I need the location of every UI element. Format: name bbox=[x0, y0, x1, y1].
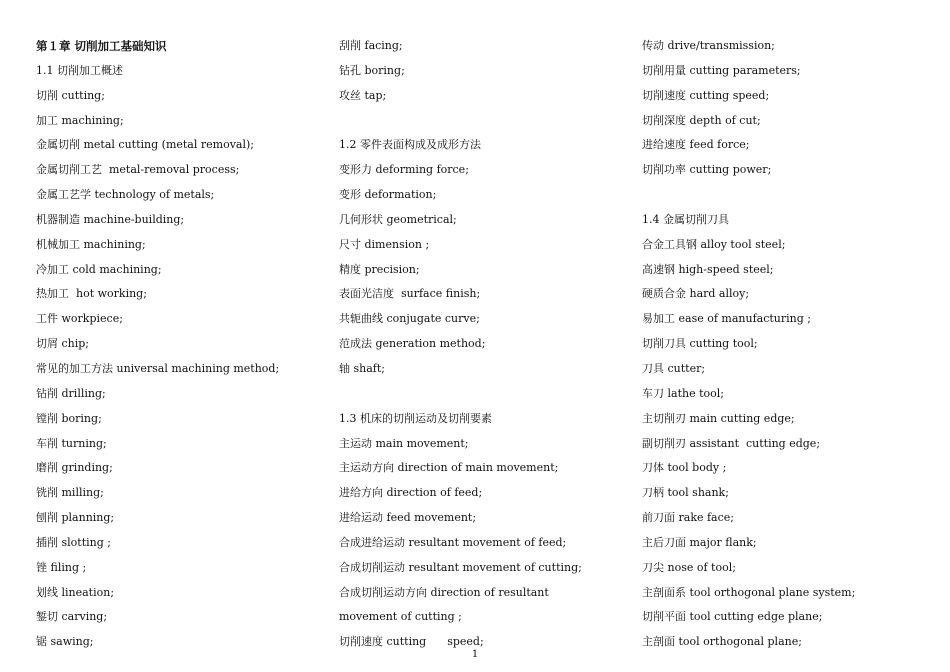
glossary-entry: 主剖面系 tool orthogonal plane system; bbox=[642, 585, 856, 599]
page-number: 1 bbox=[471, 649, 479, 660]
glossary-entry: 插削 slotting ; bbox=[36, 535, 111, 549]
glossary-entry: 合成切削运动方向 direction of resultant bbox=[339, 585, 549, 599]
glossary-entry: 金属切削 metal cutting (metal removal); bbox=[36, 138, 254, 152]
glossary-entry: 易加工 ease of manufacturing ; bbox=[642, 312, 811, 326]
glossary-entry: 机器制造 machine-building; bbox=[36, 212, 185, 226]
glossary-entry: 钻削 drilling; bbox=[36, 386, 106, 400]
glossary-entry: 高速钢 high-speed steel; bbox=[642, 262, 774, 276]
glossary-entry: 锯 sawing; bbox=[36, 635, 94, 649]
glossary-entry: 精度 precision; bbox=[339, 262, 420, 276]
glossary-entry: 切削平面 tool cutting edge plane; bbox=[642, 610, 823, 624]
glossary-entry: 合金工具钢 alloy tool steel; bbox=[642, 237, 786, 251]
glossary-entry: 加工 machining; bbox=[36, 113, 124, 127]
glossary-entry: 刮削 facing; bbox=[339, 39, 403, 52]
glossary-entry: 变形力 deforming force; bbox=[339, 163, 469, 177]
glossary-entry: 主运动 main movement; bbox=[339, 436, 469, 450]
glossary-entry: 切屑 chip; bbox=[36, 337, 90, 351]
glossary-entry: 刨削 planning; bbox=[36, 511, 115, 525]
glossary-entry: 1.3 机床的切削运动及切削要素 bbox=[339, 411, 492, 425]
glossary-entry: 变形 deformation; bbox=[339, 188, 437, 202]
glossary-entry: 共轭曲线 conjugate curve; bbox=[339, 312, 480, 326]
glossary-entry: 1.2 零件表面构成及成形方法 bbox=[339, 138, 481, 152]
glossary-entry: 合成进给运动 resultant movement of feed; bbox=[339, 535, 567, 549]
blank-line bbox=[339, 109, 639, 134]
glossary-entry: 副切削刃 assistant cutting edge; bbox=[642, 436, 821, 450]
chapter-heading: 第１章 切削加工基础知识 bbox=[36, 39, 167, 53]
glossary-entry: 切削刀具 cutting tool; bbox=[642, 337, 758, 351]
glossary-entry: 划线 lineation; bbox=[36, 585, 115, 599]
glossary-entry: 硬质合金 hard alloy; bbox=[642, 287, 750, 301]
glossary-entry: 磨削 grinding; bbox=[36, 461, 113, 475]
glossary-entry: 冷加工 cold machining; bbox=[36, 262, 162, 276]
glossary-entry: 攻丝 tap; bbox=[339, 88, 387, 102]
blank-line bbox=[339, 382, 639, 407]
glossary-entry: 几何形状 geometrical; bbox=[339, 212, 457, 226]
glossary-entry: 切削功率 cutting power; bbox=[642, 163, 772, 177]
glossary-entry: 尺寸 dimension ; bbox=[339, 237, 430, 251]
glossary-entry: 镗削 boring; bbox=[36, 411, 102, 425]
glossary-entry: 进给方向 direction of feed; bbox=[339, 486, 483, 500]
glossary-entry: 切削速度 cutting speed; bbox=[339, 635, 484, 649]
blank-line bbox=[642, 183, 942, 208]
glossary-entry: 进给运动 feed movement; bbox=[339, 511, 477, 525]
glossary-entry: 主后刀面 major flank; bbox=[642, 535, 757, 549]
glossary-entry: 轴 shaft; bbox=[339, 361, 385, 375]
glossary-entry: movement of cutting ; bbox=[339, 610, 462, 624]
glossary-entry: 车削 turning; bbox=[36, 436, 107, 450]
glossary-entry: 主切削刃 main cutting edge; bbox=[642, 411, 795, 425]
glossary-entry: 合成切削运动 resultant movement of cutting; bbox=[339, 560, 582, 574]
glossary-entry: 1.4 金属切削刀具 bbox=[642, 212, 729, 226]
glossary-entry: 切削速度 cutting speed; bbox=[642, 88, 770, 102]
glossary-entry: 钻孔 boring; bbox=[339, 63, 405, 77]
glossary-entry: 范成法 generation method; bbox=[339, 337, 486, 351]
glossary-entry: 锉 filing ; bbox=[36, 560, 87, 574]
glossary-entry: 刀柄 tool shank; bbox=[642, 486, 729, 500]
glossary-entry: 铣削 milling; bbox=[36, 486, 104, 500]
glossary-entry: 进给速度 feed force; bbox=[642, 138, 750, 152]
glossary-column-1 bbox=[36, 34, 336, 655]
glossary-column-2 bbox=[339, 34, 639, 655]
glossary-entry: 1.1 切削加工概述 bbox=[36, 63, 123, 77]
glossary-entry: 车刀 lathe tool; bbox=[642, 386, 724, 400]
glossary-entry: 前刀面 rake face; bbox=[642, 511, 734, 525]
glossary-entry: 切削 cutting; bbox=[36, 88, 105, 102]
glossary-column-3 bbox=[642, 34, 942, 655]
glossary-entry: 主剖面 tool orthogonal plane; bbox=[642, 635, 802, 649]
glossary-entry: 切削用量 cutting parameters; bbox=[642, 63, 801, 77]
glossary-entry: 机械加工 machining; bbox=[36, 237, 146, 251]
glossary-entry: 主运动方向 direction of main movement; bbox=[339, 461, 559, 475]
glossary-entry: 刀体 tool body ; bbox=[642, 461, 727, 475]
glossary-entry: 表面光洁度 surface finish; bbox=[339, 287, 481, 301]
glossary-entry: 金属工艺学 technology of metals; bbox=[36, 188, 215, 202]
glossary-entry: 工件 workpiece; bbox=[36, 312, 123, 326]
glossary-entry: 常见的加工方法 universal machining method; bbox=[36, 361, 280, 375]
glossary-entry: 刀尖 nose of tool; bbox=[642, 560, 736, 574]
glossary-entry: 热加工 hot working; bbox=[36, 287, 147, 301]
glossary-entry: 切削深度 depth of cut; bbox=[642, 113, 761, 127]
glossary-entry: 刀具 cutter; bbox=[642, 361, 706, 375]
glossary-entry: 传动 drive/transmission; bbox=[642, 39, 775, 52]
glossary-entry: 金属切削工艺 metal-removal process; bbox=[36, 163, 240, 177]
glossary-entry: 錾切 carving; bbox=[36, 610, 108, 624]
